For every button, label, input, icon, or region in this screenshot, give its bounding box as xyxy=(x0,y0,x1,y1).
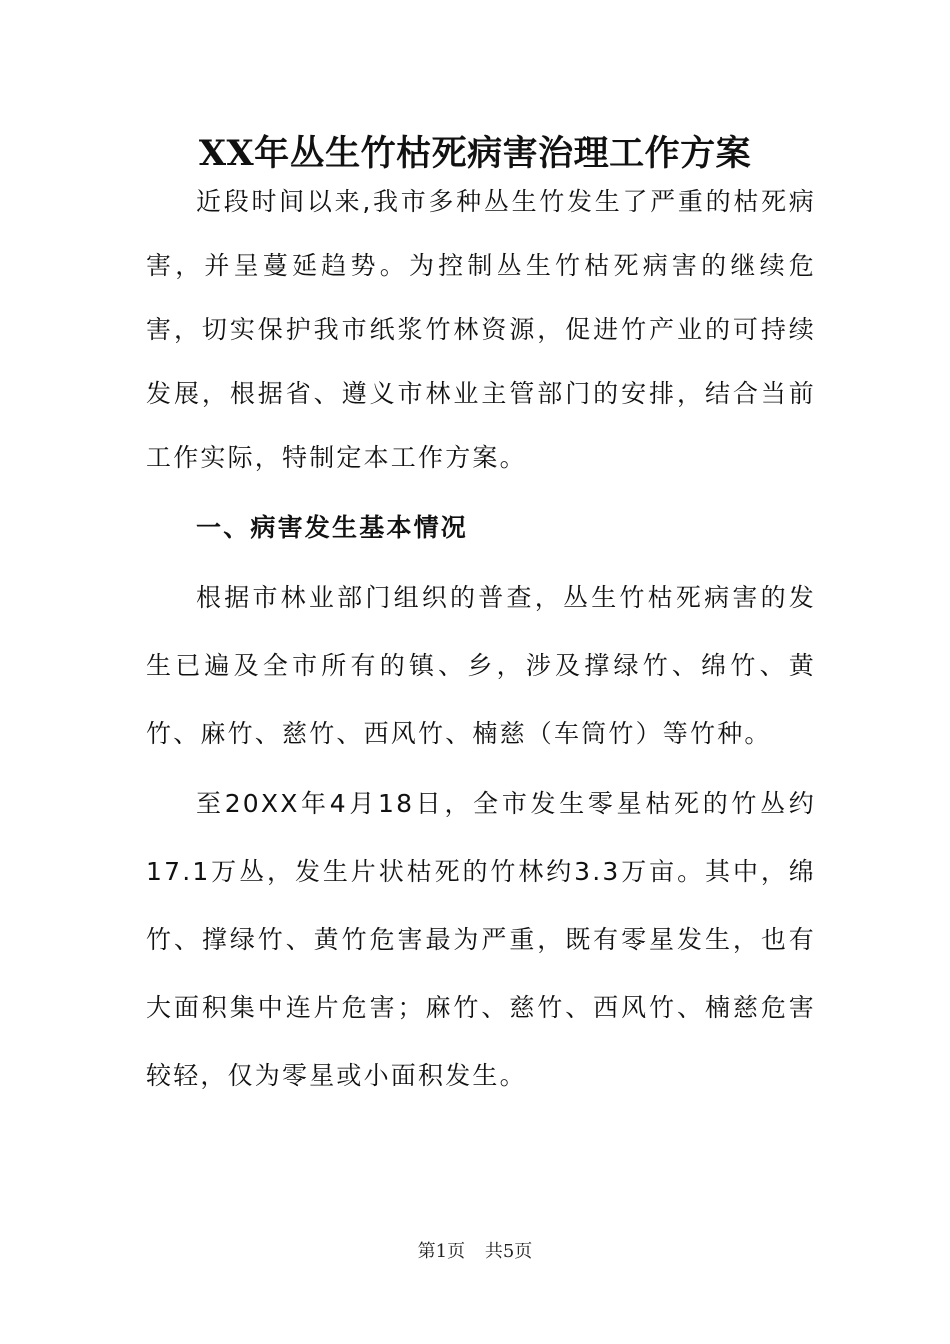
document-title: XX年丛生竹枯死病害治理工作方案 xyxy=(198,133,752,174)
page-total: 共5页 xyxy=(484,1241,533,1262)
page-number: 第1页 xyxy=(417,1241,466,1262)
intro-paragraph: 近段时间以来,我市多种丛生竹发生了严重的枯死病害，并呈蔓延趋势。为控制丛生竹枯死病害的继续危害，切实保护我市纸浆竹林资源，促进竹产业的可持续发展，根据省、遵义市林业主管部门的安排，结合当前工作实际，特制定本工作方案。 xyxy=(146,187,816,472)
page-footer xyxy=(0,1240,950,1264)
section1-paragraph-1: 根据市林业部门组织的普查，丛生竹枯死病害的发生已遍及全市所有的镇、乡，涉及撑绿竹、绵竹、黄竹、麻竹、慈竹、西风竹、楠慈（车筒竹）等竹种。 xyxy=(146,583,816,748)
section-heading-1: 一、病害发生基本情况 xyxy=(196,513,469,542)
document-body xyxy=(146,170,816,1110)
section1-paragraph-2: 至20XX年4月18日，全市发生零星枯死的竹丛约17.1万丛，发生片状枯死的竹林约3.3万亩。其中，绵竹、撑绿竹、黄竹危害最为严重，既有零星发生，也有大面积集中连片危害；麻竹、慈竹、西风竹、楠慈危害较轻，仅为零星或小面积发生。 xyxy=(146,789,816,1090)
